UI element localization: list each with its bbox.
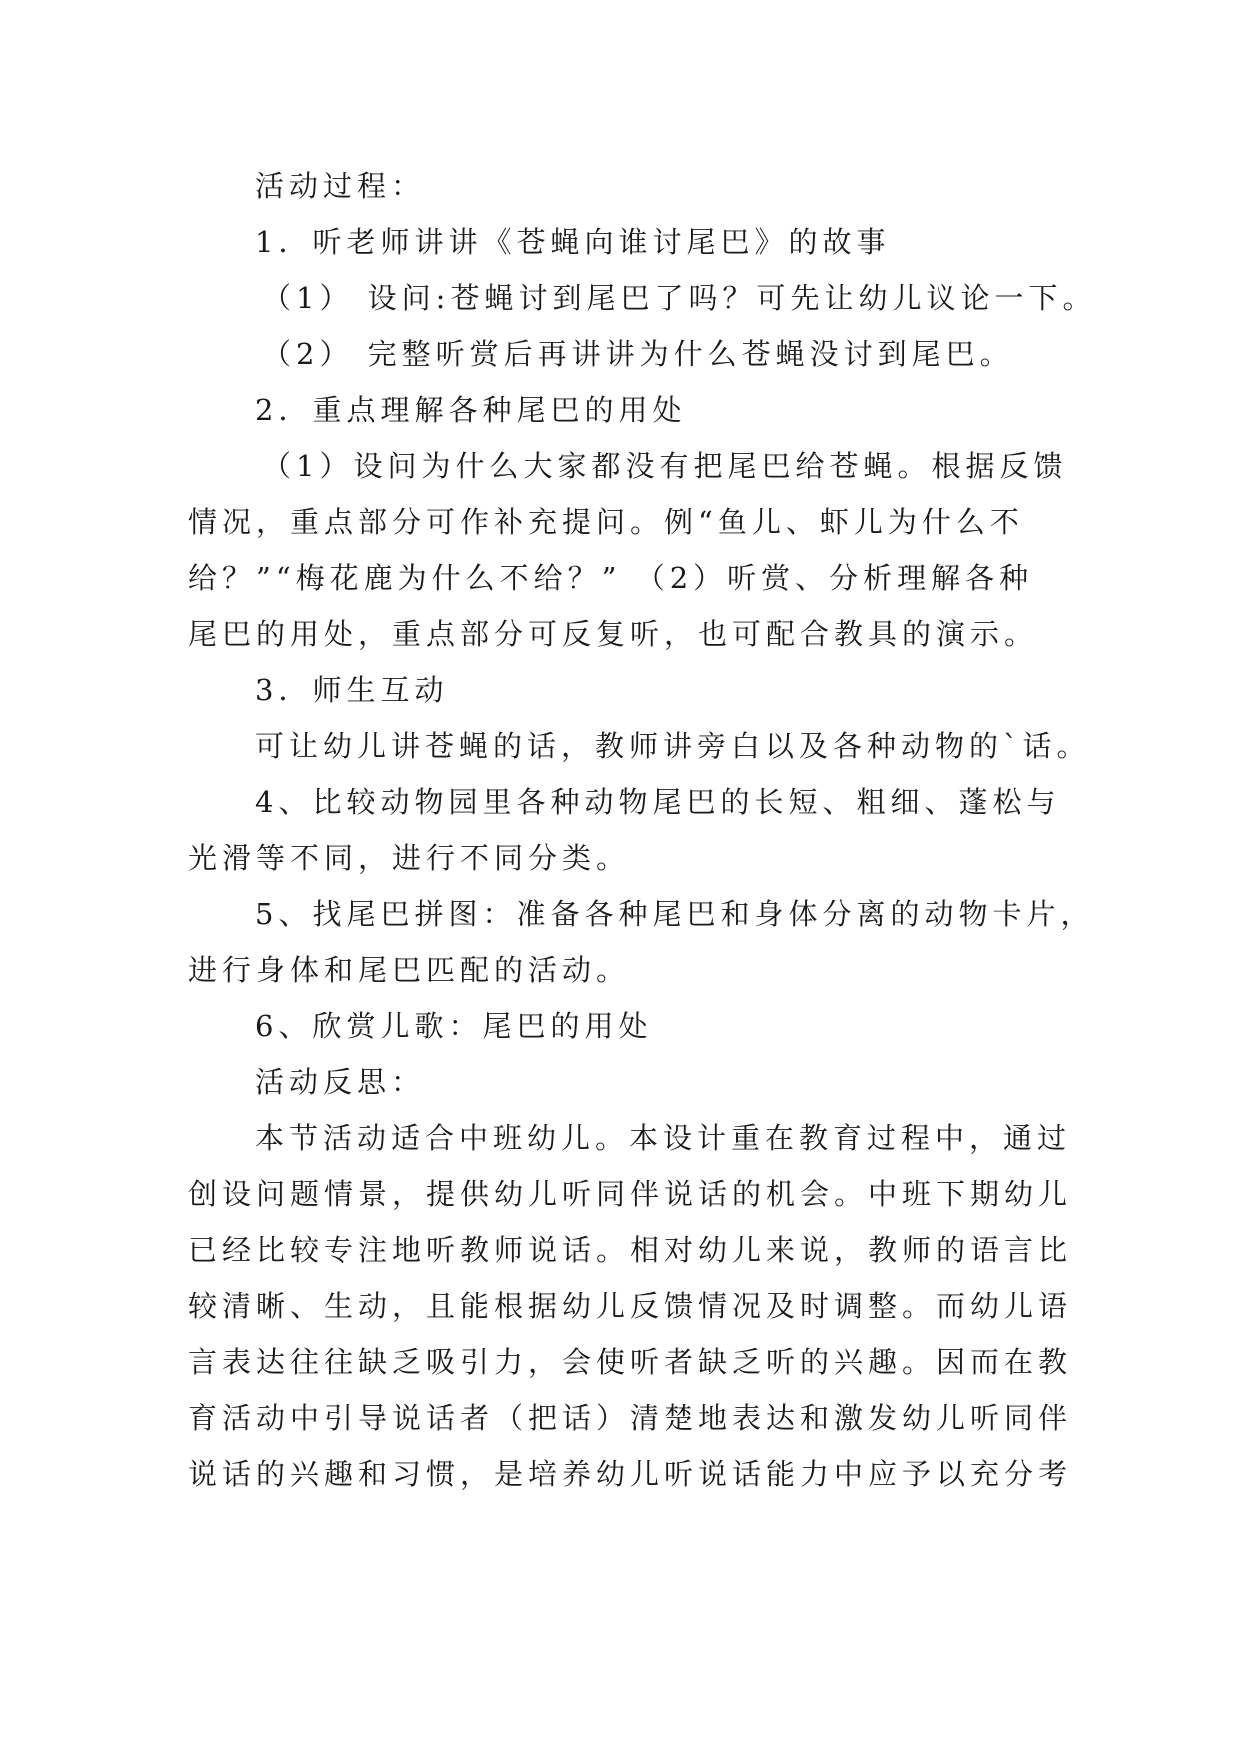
step-3-title: 3．师生互动 [255, 673, 449, 707]
paragraph-line: （1）设问为什么大家都没有把尾巴给苍蝇。根据反馈 [262, 449, 1068, 483]
section-heading-reflection: 活动反思： [255, 1065, 426, 1099]
step-4-line: 4、比较动物园里各种动物尾巴的长短、粗细、蓬松与 [255, 785, 1061, 819]
paragraph-line: 情况，重点部分可作补充提问。例“鱼儿、虾儿为什么不 [188, 505, 1024, 539]
paragraph-line: 给？”“梅花鹿为什么不给？” （2）听赏、分析理解各种 [188, 561, 1034, 595]
step-2-title: 2．重点理解各种尾巴的用处 [255, 393, 687, 427]
paragraph-line: 光滑等不同，进行不同分类。 [188, 841, 631, 875]
paragraph-line: 已经比较专注地听教师说话。相对幼儿来说，教师的语言比 [188, 1233, 1073, 1267]
step-5-line: 5、找尾巴拼图：准备各种尾巴和身体分离的动物卡片， [255, 897, 1095, 931]
paragraph-line: 较清晰、生动，且能根据幼儿反馈情况及时调整。而幼儿语 [188, 1289, 1073, 1323]
paragraph-line: 尾巴的用处，重点部分可反复听，也可配合教具的演示。 [188, 617, 1039, 651]
step-1-sub-2: （2） 完整听赏后再讲讲为什么苍蝇没讨到尾巴。 [262, 337, 1014, 371]
paragraph-line: 育活动中引导说话者（把话）清楚地表达和激发幼儿听同伴 [188, 1401, 1073, 1435]
paragraph-line: 言表达往往缺乏吸引力，会使听者缺乏听的兴趣。因而在教 [188, 1345, 1073, 1379]
step-1-sub-1: （1） 设问:苍蝇讨到尾巴了吗？可先让幼儿议论一下。 [262, 281, 1097, 315]
paragraph-line: 创设问题情景，提供幼儿听同伴说话的机会。中班下期幼儿 [188, 1177, 1073, 1211]
section-heading-process: 活动过程： [255, 169, 426, 203]
paragraph-line: 可让幼儿讲苍蝇的话，教师讲旁白以及各种动物的`话。 [255, 729, 1091, 763]
paragraph-line: 说话的兴趣和习惯，是培养幼儿听说话能力中应予以充分考 [188, 1457, 1073, 1491]
paragraph-line: 进行身体和尾巴匹配的活动。 [188, 953, 631, 987]
paragraph-line: 本节活动适合中班幼儿。本设计重在教育过程中，通过 [255, 1121, 1072, 1155]
step-6-line: 6、欣赏儿歌：尾巴的用处 [255, 1009, 653, 1043]
step-1-title: 1．听老师讲讲《苍蝇向谁讨尾巴》的故事 [255, 225, 891, 259]
